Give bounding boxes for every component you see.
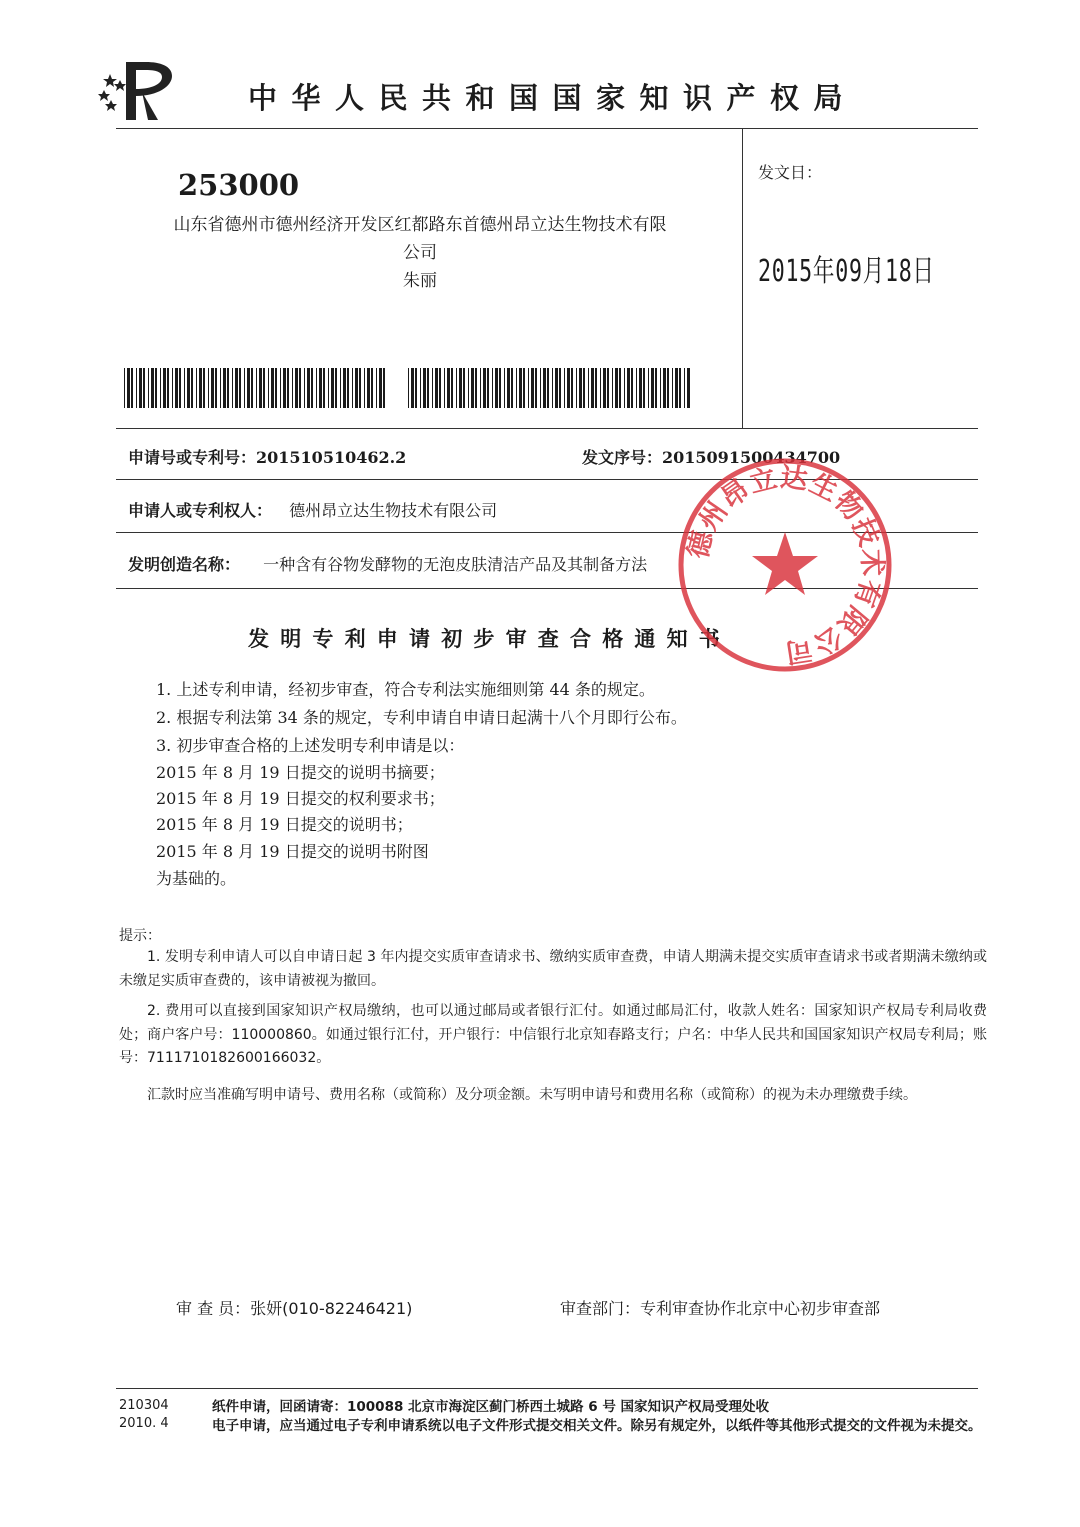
barcode-bar — [311, 368, 313, 408]
barcode-bar — [639, 368, 642, 408]
barcode-bar — [199, 368, 202, 408]
barcode-bar — [468, 368, 469, 408]
barcode-bar — [415, 368, 417, 408]
frame-top-line — [116, 128, 978, 129]
barcode-bar — [304, 368, 305, 408]
barcode-bar — [588, 368, 589, 408]
barcode-bar — [376, 368, 377, 408]
barcode-bar — [131, 368, 133, 408]
barcode-bar — [295, 368, 298, 408]
barcode-bar — [591, 368, 594, 408]
serial-number: 2015091500434700 — [662, 448, 841, 467]
barcode-bar — [175, 368, 178, 408]
barcode-bar — [667, 368, 669, 408]
barcode-bar — [516, 368, 517, 408]
barcode-bar — [471, 368, 474, 408]
invention-label: 发明创造名称： — [128, 555, 241, 574]
barcode-bar — [143, 368, 145, 408]
barcode-bar — [292, 368, 293, 408]
barcode-bar — [379, 368, 382, 408]
barcode-bar — [423, 368, 426, 408]
barcode-bar — [624, 368, 625, 408]
applicant-label: 申请人或专利权人： — [128, 501, 273, 520]
barcode-bar — [251, 368, 253, 408]
barcode-bar — [684, 368, 685, 408]
barcode-bar — [208, 368, 209, 408]
barcode-bar — [552, 368, 553, 408]
address-line-2: 公司 — [403, 243, 437, 263]
application-number-label: 申请号或专利号： — [128, 448, 257, 467]
serial-number-label: 发文序号： — [582, 448, 663, 467]
recipient-name: 朱丽 — [403, 271, 437, 291]
barcode-bar — [651, 368, 654, 408]
barcode-bar — [672, 368, 673, 408]
barcode-bar — [495, 368, 498, 408]
barcode-bar — [595, 368, 597, 408]
barcode-bar — [259, 368, 262, 408]
barcode-bar — [564, 368, 565, 408]
barcode-bar — [435, 368, 438, 408]
application-number-field — [128, 445, 406, 468]
barcode-bar — [451, 368, 453, 408]
footer-electronic-note: 电子申请，应当通过电子专利申请系统以电子文件形式提交相关文件。除另有规定外，以纸件等其他形式提交的文件视为未提交。 — [212, 1418, 982, 1434]
barcode-bar — [439, 368, 441, 408]
barcode-bar — [507, 368, 510, 408]
barcode-bar — [627, 368, 630, 408]
barcode-bar — [367, 368, 370, 408]
company-seal-stamp — [672, 452, 898, 678]
barcode-bar — [280, 368, 281, 408]
barcode-bar — [631, 368, 633, 408]
barcode-bar — [220, 368, 221, 408]
barcode-bar — [559, 368, 561, 408]
frame-divider-line — [742, 128, 743, 428]
tip-item: 1. 发明专利申请人可以自申请日起 3 年内提交实质审查请求书、缴纳实质审查费，申请人期满未提交实质审查请求书或者期满未缴纳或未缴足实质审查费的，该申请被视为撤回。 — [119, 949, 987, 989]
barcode-bar — [160, 368, 161, 408]
barcode-bar — [519, 368, 522, 408]
barcode-bar — [411, 368, 414, 408]
barcode-bar — [364, 368, 365, 408]
barcode-bar — [619, 368, 621, 408]
barcode-bar — [679, 368, 681, 408]
notice-line: 2015 年 8 月 19 日提交的说明书附图 — [156, 842, 429, 861]
barcode-bar — [203, 368, 205, 408]
barcode-bar — [643, 368, 645, 408]
barcode-bar — [268, 368, 269, 408]
cnipa-logo-icon — [96, 56, 186, 126]
examination-department: 审查部门：专利审查协作北京中心初步审查部 — [560, 1299, 881, 1318]
barcode-bar — [263, 368, 265, 408]
barcode-bar — [124, 368, 125, 408]
barcode-bar — [247, 368, 250, 408]
barcode-bar — [607, 368, 609, 408]
barcode-bar — [187, 368, 190, 408]
barcode-bar — [432, 368, 433, 408]
barcode-bar — [335, 368, 337, 408]
barcode-bar — [211, 368, 214, 408]
barcode-bar — [179, 368, 181, 408]
barcode-bar — [232, 368, 233, 408]
barcode-bar — [151, 368, 154, 408]
barcode-bar — [540, 368, 541, 408]
barcode-bar — [163, 368, 166, 408]
barcode-bar — [172, 368, 173, 408]
barcode-bar — [579, 368, 582, 408]
svg-text:德州昂立达生物技术有限公司: 德州昂立达生物技术有限公司 — [682, 462, 888, 668]
barcode-bar — [299, 368, 301, 408]
notice-line: 2015 年 8 月 19 日提交的说明书； — [156, 815, 413, 834]
barcode-bar — [571, 368, 573, 408]
barcode-bar — [528, 368, 529, 408]
barcode-bar — [227, 368, 229, 408]
barcode-bar — [256, 368, 257, 408]
barcode-bar — [340, 368, 341, 408]
barcode-bar — [492, 368, 493, 408]
form-version: 2010. 4 — [119, 1416, 169, 1431]
tip-item: 汇款时应当准确写明申请号、费用名称（或简称）及分项金额。未写明申请号和费用名称（或简称）的视为未办理缴费手续。 — [147, 1087, 917, 1103]
barcode-bar — [531, 368, 534, 408]
barcode-bar — [660, 368, 661, 408]
barcode-bar — [535, 368, 537, 408]
address-line-1: 山东省德州市德州经济开发区红都路东首德州昂立达生物技术有限 — [173, 215, 667, 235]
notice-line: 1. 上述专利申请，经初步审查，符合专利法实施细则第 44 条的规定。 — [156, 680, 655, 699]
barcode-bar — [319, 368, 322, 408]
form-number: 210304 — [119, 1398, 169, 1413]
barcode-bar — [196, 368, 197, 408]
barcode-bar — [323, 368, 325, 408]
barcode-bar — [184, 368, 185, 408]
barcode-bar — [155, 368, 157, 408]
barcode-bar — [331, 368, 334, 408]
frame-line-1 — [116, 428, 978, 429]
barcode-bar — [523, 368, 525, 408]
barcode-bar — [167, 368, 169, 408]
barcode-bar — [487, 368, 489, 408]
notice-line: 2. 根据专利法第 34 条的规定，专利申请自申请日起满十八个月即行公布。 — [156, 708, 687, 727]
barcode-bar — [555, 368, 558, 408]
barcode-bar — [475, 368, 477, 408]
barcode-bar — [239, 368, 241, 408]
tips-label: 提示： — [119, 928, 161, 944]
barcode-bar — [463, 368, 465, 408]
barcode-bar — [215, 368, 217, 408]
barcode-bar — [603, 368, 606, 408]
barcode-bar — [420, 368, 421, 408]
notice-line: 2015 年 8 月 19 日提交的权利要求书； — [156, 789, 445, 808]
barcode-bar — [136, 368, 137, 408]
applicant-name: 德州昂立达生物技术有限公司 — [289, 501, 498, 520]
barcode-bar — [499, 368, 501, 408]
barcode-bar — [139, 368, 142, 408]
barcode-bar — [648, 368, 649, 408]
barcode-bar — [283, 368, 286, 408]
notice-title: 发明专利申请初步审查合格通知书 — [248, 627, 731, 651]
barcode-bar — [543, 368, 546, 408]
barcode-bar — [275, 368, 277, 408]
barcode-bar — [504, 368, 505, 408]
notice-line: 为基础的。 — [156, 869, 237, 888]
notice-line: 2015 年 8 月 19 日提交的说明书摘要； — [156, 763, 445, 782]
barcode-bar — [371, 368, 373, 408]
barcode-bar — [456, 368, 457, 408]
applicant-field — [128, 498, 497, 521]
barcode-bar — [511, 368, 513, 408]
postcode: 253000 — [178, 168, 300, 202]
application-number: 201510510462.2 — [256, 448, 407, 467]
barcode-bar — [583, 368, 585, 408]
examiner: 审 查 员：张妍(010-82246421) — [176, 1299, 413, 1318]
barcode-bar — [687, 368, 690, 408]
invention-field — [128, 552, 647, 575]
barcode-bar — [307, 368, 310, 408]
barcode-bar — [383, 368, 385, 408]
office-title: 中华人民共和国国家知识产权局 — [248, 81, 858, 115]
notice-line: 3. 初步审查合格的上述发明专利申请是以： — [156, 736, 465, 755]
barcode-bar — [244, 368, 245, 408]
barcode-bar — [343, 368, 346, 408]
barcode-bar — [235, 368, 238, 408]
barcode-bar — [447, 368, 450, 408]
barcode-bar — [287, 368, 289, 408]
barcode-bar — [427, 368, 429, 408]
barcode-bar — [347, 368, 349, 408]
barcode-bar — [547, 368, 549, 408]
barcode-bar — [663, 368, 666, 408]
tip-item: 2. 费用可以直接到国家知识产权局缴纳，也可以通过邮局或者银行汇付。如通过邮局汇付，收款人姓名：国家知识产权局专利局收费处；商户客户号：110000860。如通过银行汇付，开户银行：中信银行北京知春路支行；户名：中华人民共和国国家知识产权局专利局；账号：7111710182600166032。 — [119, 1003, 987, 1066]
barcode-bar — [483, 368, 486, 408]
barcode-bar — [655, 368, 657, 408]
barcode-bar — [567, 368, 570, 408]
barcode-bar — [408, 368, 409, 408]
barcode-bar — [316, 368, 317, 408]
footer-paper-note: 纸件申请，回函请寄：100088 北京市海淀区蓟门桥西土城路 6 号 国家知识产权局受理处收 — [212, 1399, 770, 1415]
barcode-bar — [675, 368, 678, 408]
barcode-bar — [615, 368, 618, 408]
barcode-bar — [359, 368, 361, 408]
barcode-bar — [191, 368, 193, 408]
barcode-bar — [127, 368, 130, 408]
barcode-bar — [352, 368, 353, 408]
issue-date-label: 发文日： — [758, 163, 823, 182]
issue-date: 2015年09月18日 — [758, 254, 935, 289]
barcode-bar — [328, 368, 329, 408]
barcode-bar — [271, 368, 274, 408]
barcode-bar — [459, 368, 462, 408]
invention-title: 一种含有谷物发酵物的无泡皮肤清洁产品及其制备方法 — [263, 555, 648, 574]
barcode-bar — [223, 368, 226, 408]
barcode-bar — [600, 368, 601, 408]
barcode-bar — [444, 368, 445, 408]
barcode-bar — [480, 368, 481, 408]
barcode-right — [408, 368, 690, 408]
barcode-bar — [355, 368, 358, 408]
barcode-bar — [612, 368, 613, 408]
barcode-left — [124, 368, 386, 408]
barcode-bar — [576, 368, 577, 408]
barcode-bar — [636, 368, 637, 408]
footer-line — [116, 1388, 978, 1389]
barcode-bar — [148, 368, 149, 408]
